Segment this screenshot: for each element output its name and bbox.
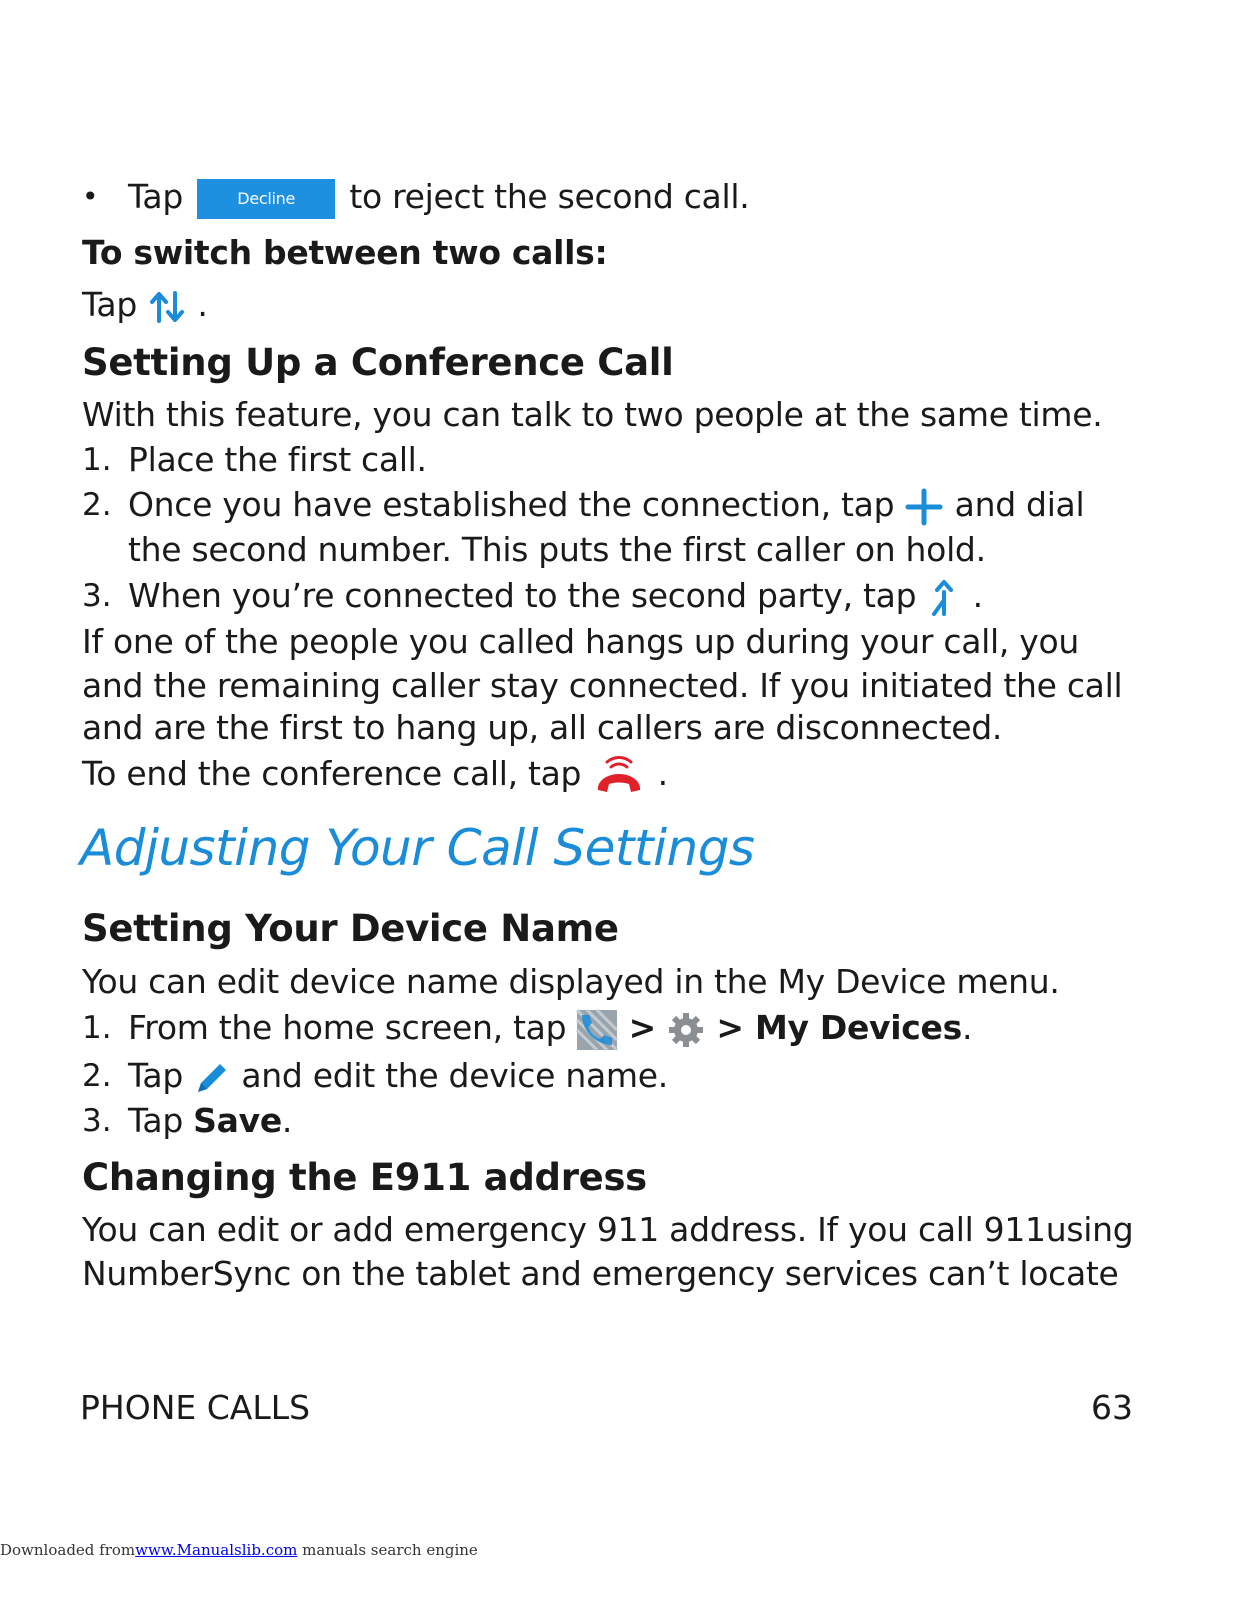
device-step-1 bbox=[128, 1006, 972, 1051]
pencil-icon bbox=[193, 1059, 231, 1097]
conference-step-3 bbox=[128, 574, 983, 618]
device-step-3 bbox=[128, 1099, 292, 1143]
gear-icon bbox=[666, 1010, 706, 1050]
main-heading: Adjusting Your Call Settings bbox=[80, 819, 755, 877]
device-name-intro: You can edit device name displayed in the My Device menu. bbox=[82, 962, 1060, 1001]
footer-section-title: PHONE CALLS bbox=[80, 1388, 311, 1427]
step-number: 2. bbox=[82, 487, 112, 523]
conference-step-1: Place the first call. bbox=[128, 440, 427, 479]
add-call-icon bbox=[904, 487, 944, 527]
merge-calls-icon bbox=[926, 578, 962, 618]
step-number: 1. bbox=[82, 442, 112, 478]
swap-calls-icon bbox=[147, 287, 187, 327]
conference-para-line-1: If one of the people you called hangs up during your call, you bbox=[82, 622, 1079, 661]
step-3-pre-text: When you’re connected to the second party, tap bbox=[128, 576, 917, 615]
page-number: 63 bbox=[1091, 1388, 1133, 1427]
device-step-1-pre-text: From the home screen, tap bbox=[128, 1008, 567, 1047]
bullet-marker: • bbox=[82, 180, 99, 213]
device-step-2-post-text: and edit the device name. bbox=[241, 1056, 668, 1095]
decline-post-text: to reject the second call. bbox=[349, 177, 750, 216]
step-number: 2. bbox=[82, 1058, 112, 1094]
step-3-post-text: . bbox=[972, 576, 983, 615]
end-post-text: . bbox=[657, 754, 668, 793]
decline-pre-text: Tap bbox=[128, 177, 183, 216]
step-number: 3. bbox=[82, 578, 112, 614]
device-step-1-sep2: > My Devices bbox=[716, 1008, 962, 1047]
download-note bbox=[0, 1541, 478, 1559]
device-step-1-post-text: . bbox=[961, 1008, 973, 1047]
device-step-2-pre-text: Tap bbox=[128, 1056, 183, 1095]
conference-intro: With this feature, you can talk to two people at the same time. bbox=[82, 395, 1103, 434]
download-pre-text: Downloaded from bbox=[0, 1541, 136, 1559]
device-step-1-sep1: > bbox=[628, 1008, 656, 1047]
conference-step-2 bbox=[128, 483, 1084, 527]
conference-heading: Setting Up a Conference Call bbox=[82, 341, 674, 384]
step-2-pre-text: Once you have established the connection, tap bbox=[128, 485, 895, 524]
step-number: 1. bbox=[82, 1010, 112, 1046]
download-post-text: manuals search engine bbox=[297, 1541, 478, 1559]
save-label: Save bbox=[193, 1101, 282, 1140]
e911-line-1: You can edit or add emergency 911 address. If you call 911using bbox=[82, 1210, 1134, 1249]
switch-calls-instruction bbox=[82, 283, 208, 327]
e911-heading: Changing the E911 address bbox=[82, 1156, 647, 1199]
end-call-icon bbox=[591, 754, 647, 798]
step-2-post-text: and dial bbox=[954, 485, 1085, 524]
end-pre-text: To end the conference call, tap bbox=[82, 754, 582, 793]
device-step-3-pre-text: Tap bbox=[128, 1101, 183, 1140]
device-step-2 bbox=[128, 1054, 668, 1098]
device-step-3-post-text: . bbox=[281, 1101, 293, 1140]
device-name-heading: Setting Your Device Name bbox=[82, 907, 619, 950]
conference-para-line-2: and the remaining caller stay connected. If you initiated the call bbox=[82, 666, 1123, 705]
decline-button[interactable]: Decline bbox=[197, 179, 335, 219]
decline-instruction bbox=[128, 175, 749, 219]
conference-para-line-3: and are the first to hang up, all callers are disconnected. bbox=[82, 708, 1003, 747]
switch-pre-text: Tap bbox=[82, 285, 137, 324]
conference-step-2-continued: the second number. This puts the first caller on hold. bbox=[128, 530, 986, 569]
e911-line-2: NumberSync on the tablet and emergency services can’t locate bbox=[82, 1254, 1119, 1293]
step-number: 3. bbox=[82, 1103, 112, 1139]
switch-post-text: . bbox=[197, 285, 208, 324]
manualslib-link[interactable]: www.Manualslib.com bbox=[135, 1541, 298, 1559]
switch-calls-heading: To switch between two calls: bbox=[82, 233, 608, 272]
phone-app-icon bbox=[576, 1009, 618, 1051]
end-conference-instruction bbox=[82, 752, 668, 798]
